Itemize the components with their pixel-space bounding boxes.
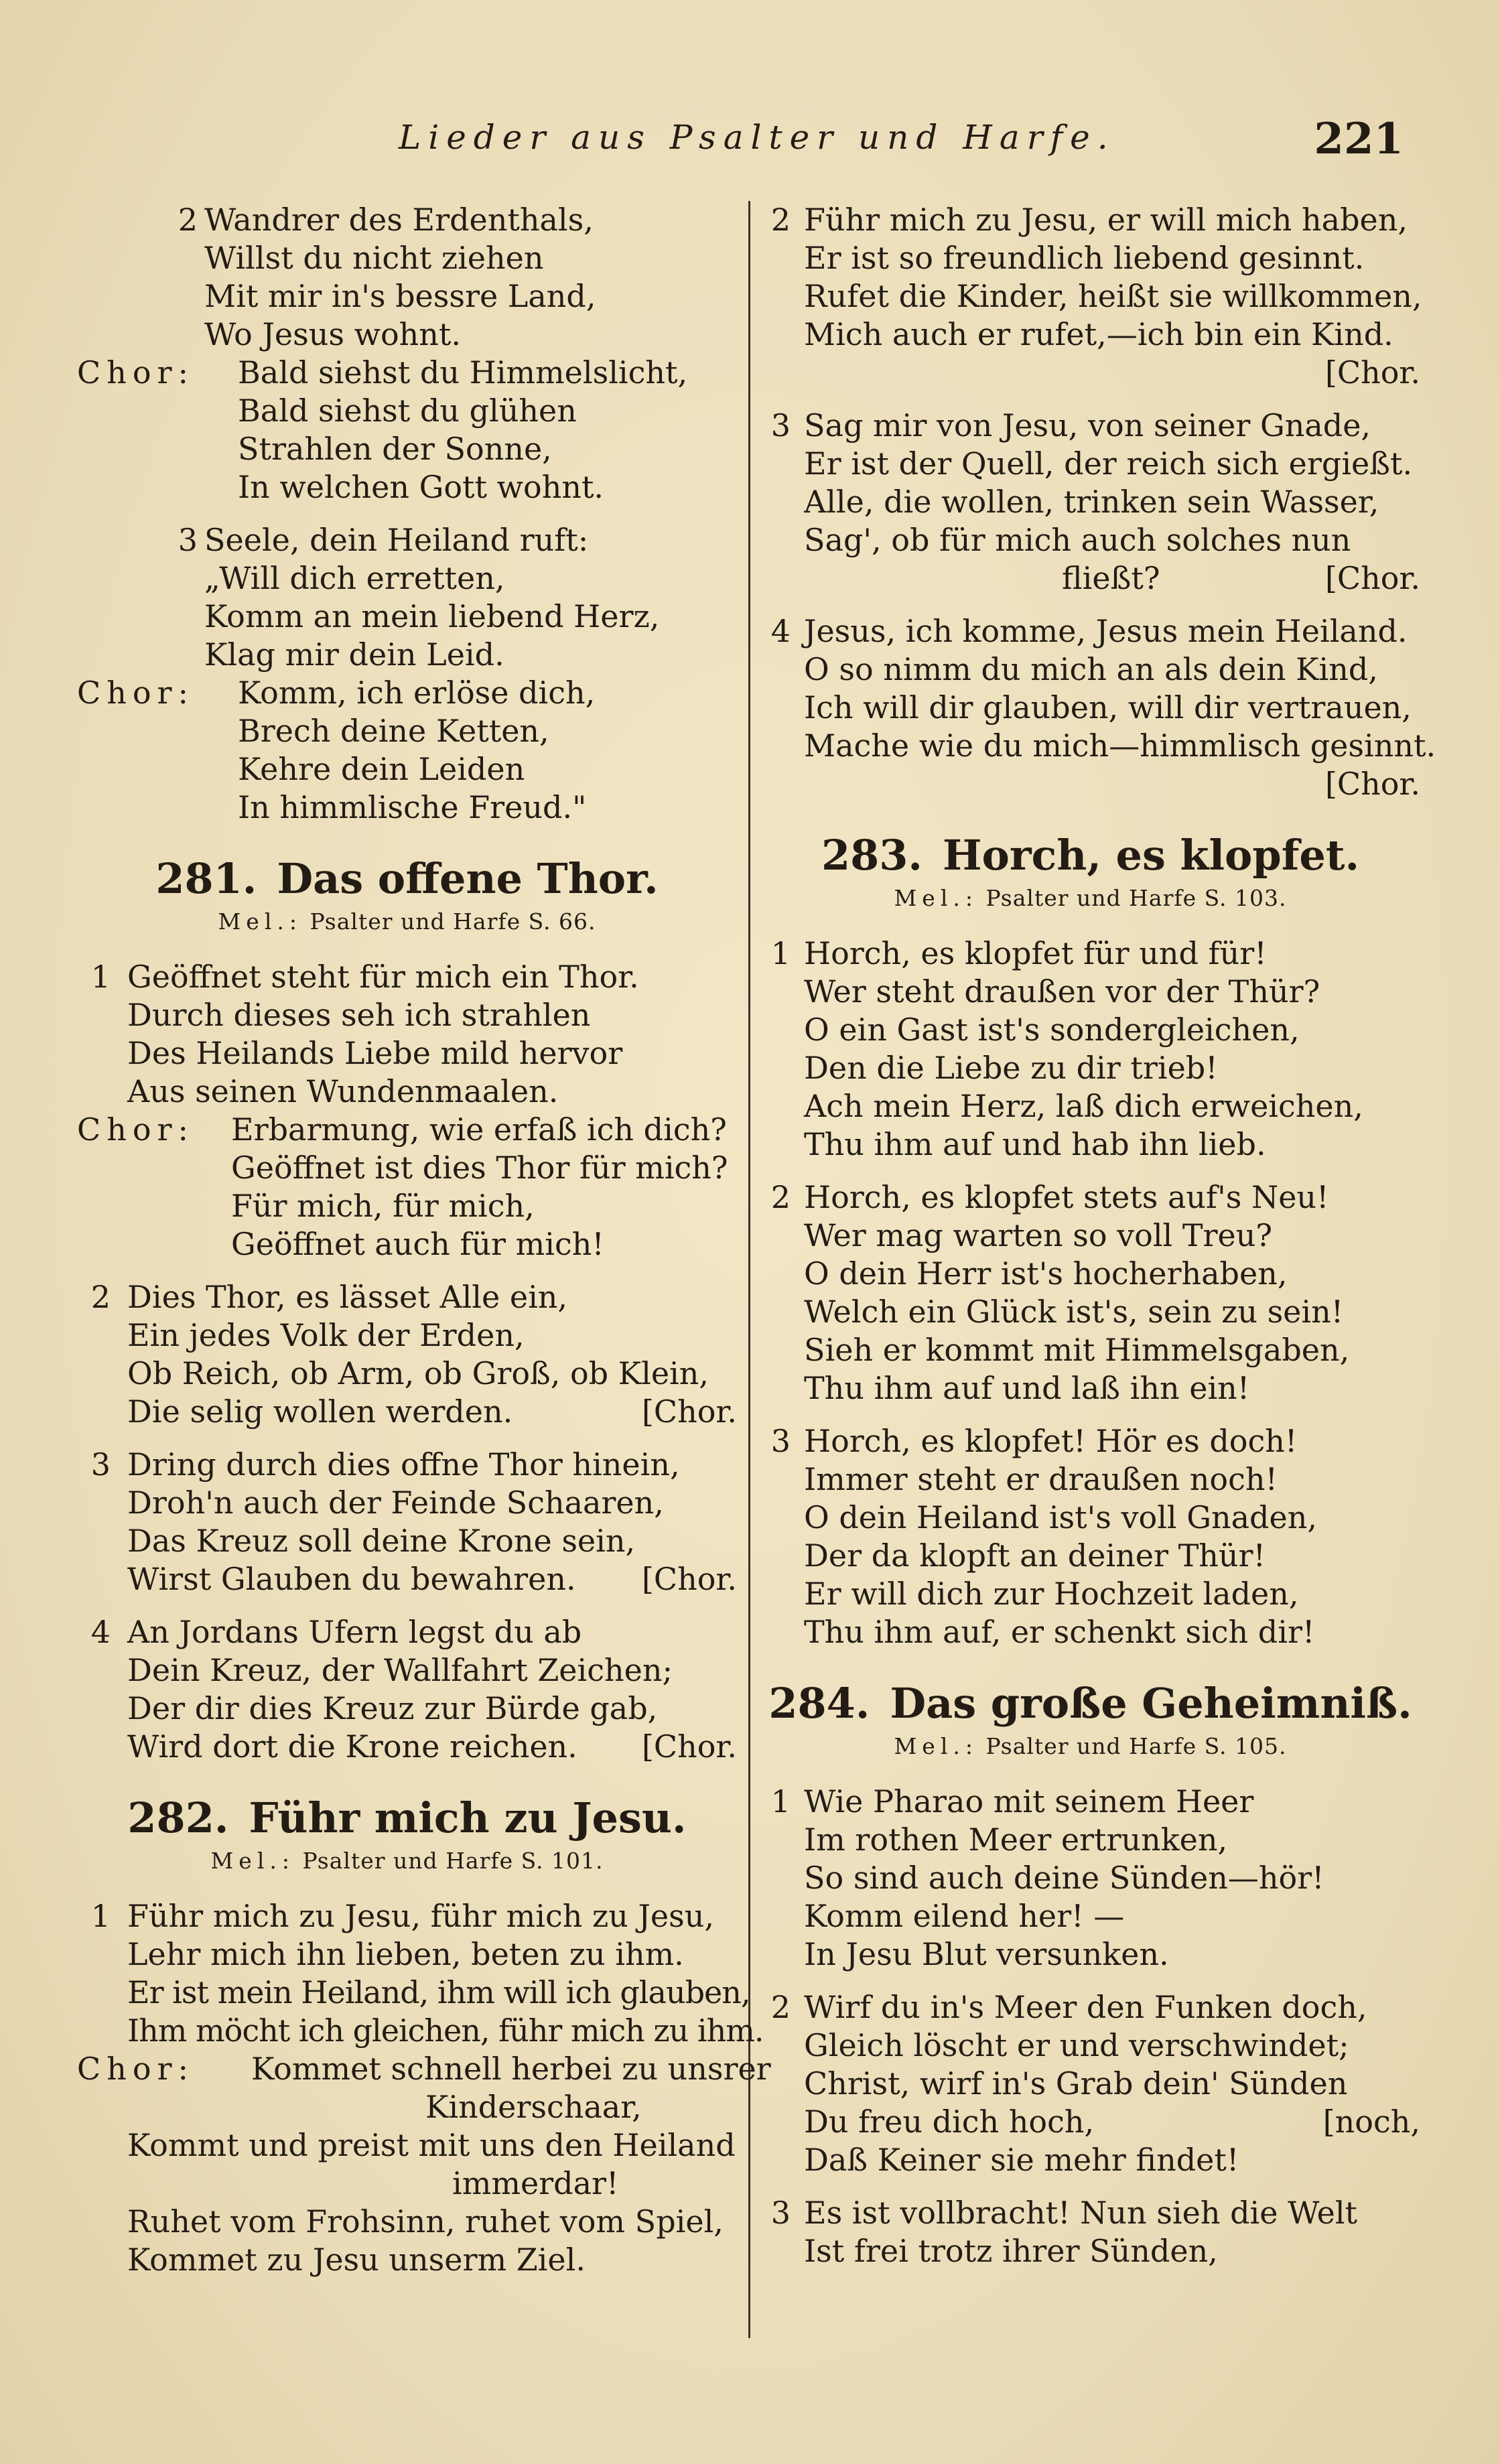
verse-number: 2 — [178, 202, 198, 238]
verse-line: Lehr mich ihn lieben, beten zu ihm. — [127, 1936, 684, 1972]
chorus-line: Kinderschaar, — [425, 2089, 642, 2125]
verse-line: Sag', ob für mich auch solches nun — [804, 522, 1351, 558]
verse — [77, 1446, 737, 1598]
verse-line: Ein jedes Volk der Erden, — [127, 1317, 525, 1353]
chorus-line: Chor: Erbarmung, wie erfaß ich dich? — [77, 1111, 727, 1148]
verse-line: Den die Liebe zu dir trieb! — [804, 1050, 1218, 1086]
verse-line: O dein Herr ist's hocherhaben, — [804, 1255, 1288, 1292]
chorus-reference: [Chor. — [641, 1393, 737, 1430]
chorus-line: In himmlische Freud." — [238, 789, 587, 825]
verse-line: Ich will dir glauben, will dir vertrauen, — [804, 689, 1412, 726]
hymn-title: Das offene Thor. — [277, 854, 659, 903]
hymn-heading — [760, 829, 1420, 882]
chorus-line: Chor: Komm, ich erlöse dich, — [77, 675, 596, 711]
verse — [760, 612, 1436, 803]
verse-line: Klag mir dein Leid. — [204, 636, 504, 673]
verse-number: 2 — [770, 1179, 791, 1215]
verse-line: Das Kreuz soll deine Krone sein, — [127, 1523, 636, 1559]
chorus-reference: [Chor. — [641, 1728, 737, 1765]
hymn-number: 282. — [127, 1793, 229, 1842]
verse-line: Ach mein Herz, laß dich erweichen, — [804, 1088, 1363, 1124]
verse-line: 1 Wie Pharao mit seinem Heer — [760, 1783, 1420, 1821]
verse-line: Mache wie du mich—himmlisch gesinnt. — [804, 728, 1436, 764]
hymn-title: Führ mich zu Jesu. — [249, 1793, 687, 1842]
verse-line — [760, 354, 1420, 392]
chorus-reference: [Chor. — [1324, 766, 1420, 802]
verse-line: Der da klopft an deiner Thür! — [804, 1537, 1266, 1574]
hymn-number: 284. — [768, 1679, 870, 1728]
chorus-line: Strahlen der Sonne, — [238, 431, 552, 467]
verse-number: 3 — [178, 522, 198, 558]
melody-reference: Mel.: Psalter und Harfe S. 66. — [218, 908, 596, 935]
verse — [77, 1278, 737, 1431]
verse — [760, 1422, 1420, 1651]
verse-line: 1 Horch, es klopfet für und für! — [760, 935, 1420, 973]
verse-line: „Will dich erretten, — [204, 560, 505, 596]
verse-line: Ist frei trotz ihrer Sünden, — [804, 2233, 1218, 2269]
verse-number: 2 — [770, 202, 791, 238]
verse-line: Willst du nicht ziehen — [204, 240, 544, 276]
verse — [77, 1897, 771, 2279]
chorus-line: Geöffnet auch für mich! — [231, 1226, 604, 1262]
verse-line: 2 Führ mich zu Jesu, er will mich haben, — [760, 201, 1420, 239]
verse — [760, 407, 1420, 598]
verse-number: 3 — [770, 2195, 791, 2231]
verse-line: 3 Seele, dein Heiland ruft: — [77, 521, 737, 559]
verse-line: Thu ihm auf und hab ihn lieb. — [804, 1126, 1266, 1162]
chorus-reference: [noch, — [1322, 2104, 1420, 2140]
chorus-line: Brech deine Ketten, — [238, 713, 549, 749]
verse-line: 3 Sag mir von Jesu, von seiner Gnade, — [760, 407, 1420, 445]
verse-line: 1 Geöffnet steht für mich ein Thor. — [77, 958, 737, 996]
hymn-heading — [760, 1677, 1420, 1730]
page-number: 221 — [1314, 114, 1404, 164]
verse — [760, 1988, 1420, 2179]
verse-number: 1 — [770, 1783, 791, 1820]
verse — [77, 521, 737, 827]
hymn-heading — [77, 1791, 737, 1845]
verse-line: Komm an mein liebend Herz, — [204, 598, 660, 634]
verse-number: 3 — [770, 1423, 791, 1459]
hymn-heading — [77, 852, 737, 906]
verse-number: 4 — [90, 1614, 111, 1650]
verse — [77, 201, 737, 506]
verse-line: 2 Wandrer des Erdenthals, — [77, 201, 737, 239]
chorus-reference: [Chor. — [641, 1561, 737, 1597]
melody-reference: Mel.: Psalter und Harfe S. 105. — [894, 1733, 1287, 1759]
verse-line: Christ, wirf in's Grab dein' Sünden — [804, 2065, 1348, 2102]
verse-line: 4 An Jordans Ufern legst du ab — [77, 1613, 737, 1651]
chorus-label: Chor: — [77, 2051, 195, 2087]
verse-line: Ihm möcht ich gleichen, führ mich zu ihm. — [127, 2012, 764, 2049]
verse-line: Dein Kreuz, der Wallfahrt Zeichen; — [127, 1652, 673, 1688]
verse-line: Alle, die wollen, trinken sein Wasser, — [804, 484, 1379, 520]
verse-line: O dein Heiland ist's voll Gnaden, — [804, 1499, 1317, 1535]
verse-line: fließt? [Chor. — [1062, 560, 1420, 596]
chorus-line: Geöffnet ist dies Thor für mich? — [231, 1150, 728, 1186]
verse-line: Wird dort die Krone reichen. [Chor. — [127, 1728, 737, 1765]
chorus-line: Ruhet vom Frohsinn, ruhet vom Spiel, — [127, 2203, 724, 2240]
verse-line: Daß Keiner sie mehr findet! — [804, 2142, 1239, 2178]
chorus-line: Kommet zu Jesu unserm Ziel. — [127, 2242, 586, 2278]
verse-line: Gleich löscht er und verschwindet; — [804, 2027, 1349, 2063]
verse-line: Droh'n auch der Feinde Schaaren, — [127, 1485, 664, 1521]
verse-number: 1 — [90, 1898, 111, 1934]
verse-line: Wer mag warten so voll Treu? — [804, 1217, 1273, 1253]
verse-number: 1 — [770, 935, 791, 971]
verse-line: 4 Jesus, ich komme, Jesus mein Heiland. — [760, 612, 1420, 651]
verse — [760, 201, 1420, 392]
verse-line: O so nimm du mich an als dein Kind, — [804, 651, 1378, 687]
melody-reference: Mel.: Psalter und Harfe S. 101. — [210, 1848, 604, 1874]
verse-line: Mich auch er rufet,—ich bin ein Kind. — [804, 316, 1393, 352]
verse-line: Immer steht er draußen noch! — [804, 1461, 1278, 1497]
verse-line: Komm eilend her! — — [804, 1898, 1125, 1934]
verse — [760, 2194, 1420, 2270]
chorus-line: Chor: Bald siehst du Himmelslicht, — [77, 354, 688, 391]
verse-line: Er will dich zur Hochzeit laden, — [804, 1576, 1299, 1612]
verse-number: 1 — [90, 959, 111, 995]
verse-line: Welch ein Glück ist's, sein zu sein! — [804, 1294, 1344, 1330]
verse-line: Wer steht draußen vor der Thür? — [804, 973, 1320, 1010]
verse-line: Des Heilands Liebe mild hervor — [127, 1035, 623, 1071]
verse-line: 2 Horch, es klopfet stets auf's Neu! — [760, 1178, 1420, 1217]
chorus-line: Chor: Kommet schnell herbei zu unsrer — [77, 2051, 771, 2087]
verse-line: Wirst Glauben du bewahren. [Chor. — [127, 1561, 737, 1597]
verse-line: 3 Es ist vollbracht! Nun sieh die Welt — [760, 2194, 1420, 2232]
verse-line: Er ist der Quell, der reich sich ergießt. — [804, 446, 1413, 482]
verse-number: 2 — [90, 1279, 111, 1315]
verse-line: Die selig wollen werden. [Chor. — [127, 1393, 737, 1430]
verse-line: Ob Reich, ob Arm, ob Groß, ob Klein, — [127, 1355, 709, 1391]
chorus-label: Chor: — [77, 675, 195, 711]
running-title: Lieder aus Psalter und Harfe. — [399, 118, 1115, 157]
left-column — [77, 201, 771, 2294]
hymn-title: Horch, es klopfet. — [942, 831, 1360, 880]
verse-number: 4 — [770, 613, 791, 649]
verse-line: 2 Dies Thor, es lässet Alle ein, — [77, 1278, 737, 1316]
verse-line: 1 Führ mich zu Jesu, führ mich zu Jesu, — [77, 1897, 737, 1935]
chorus-line: Kommt und preist mit uns den Heiland — [127, 2127, 736, 2163]
chorus-line: Kehre dein Leiden — [238, 751, 525, 787]
verse-line: Mit mir in's bessre Land, — [204, 278, 596, 314]
chorus-line: Bald siehst du glühen — [238, 393, 577, 429]
verse-line: Rufet die Kinder, heißt sie willkommen, — [804, 278, 1422, 314]
verse-line: Du freu dich hoch, [noch, — [804, 2104, 1420, 2140]
chorus-line: In welchen Gott wohnt. — [238, 469, 604, 505]
verse-line: Durch dieses seh ich strahlen — [127, 997, 591, 1033]
verse-line: 3 Dring durch dies offne Thor hinein, — [77, 1446, 737, 1484]
verse-line: So sind auch deine Sünden—hör! — [804, 1860, 1324, 1896]
verse — [760, 1178, 1420, 1408]
verse — [760, 1783, 1420, 1974]
verse — [77, 1613, 737, 1766]
page-header — [399, 114, 1404, 174]
chorus-line: Für mich, für mich, — [231, 1188, 535, 1224]
chorus-reference: [Chor. — [1324, 354, 1420, 391]
chorus-label: Chor: — [77, 354, 195, 391]
hymn-number: 281. — [155, 854, 257, 903]
verse-line — [760, 765, 1420, 803]
verse-line: Thu ihm auf, er schenkt sich dir! — [804, 1614, 1315, 1650]
melody-reference: Mel.: Psalter und Harfe S. 103. — [894, 885, 1287, 911]
hymn-number: 283. — [821, 831, 923, 880]
verse-line: In Jesu Blut versunken. — [804, 1936, 1169, 1972]
chorus-label: Chor: — [77, 1111, 195, 1148]
right-column — [760, 201, 1436, 2285]
verse-line: Er ist so freundlich liebend gesinnt. — [804, 240, 1365, 276]
verse-line: Wo Jesus wohnt. — [204, 316, 462, 352]
verse-line: Er ist mein Heiland, ihm will ich glauben, — [127, 1974, 750, 2010]
verse-line: O ein Gast ist's sondergleichen, — [804, 1012, 1300, 1048]
verse-line: 2 Wirf du in's Meer den Funken doch, — [760, 1988, 1420, 2027]
verse — [760, 935, 1420, 1164]
verse-line: Thu ihm auf und laß ihn ein! — [804, 1370, 1250, 1406]
verse-number: 3 — [770, 407, 791, 443]
verse-number: 2 — [770, 1989, 791, 2025]
verse-line: Aus seinen Wundenmaalen. — [127, 1073, 559, 1109]
verse-line: Der dir dies Kreuz zur Bürde gab, — [127, 1690, 658, 1726]
chorus-line: immerdar! — [452, 2165, 619, 2201]
verse-line: 3 Horch, es klopfet! Hör es doch! — [760, 1422, 1420, 1460]
verse-number: 3 — [90, 1446, 111, 1483]
chorus-reference: [Chor. — [1324, 560, 1420, 596]
hymn-title: Das große Geheimniß. — [890, 1679, 1412, 1728]
verse-line: Sieh er kommt mit Himmelsgaben, — [804, 1332, 1350, 1368]
verse-line: Im rothen Meer ertrunken, — [804, 1822, 1228, 1858]
verse — [77, 958, 737, 1263]
